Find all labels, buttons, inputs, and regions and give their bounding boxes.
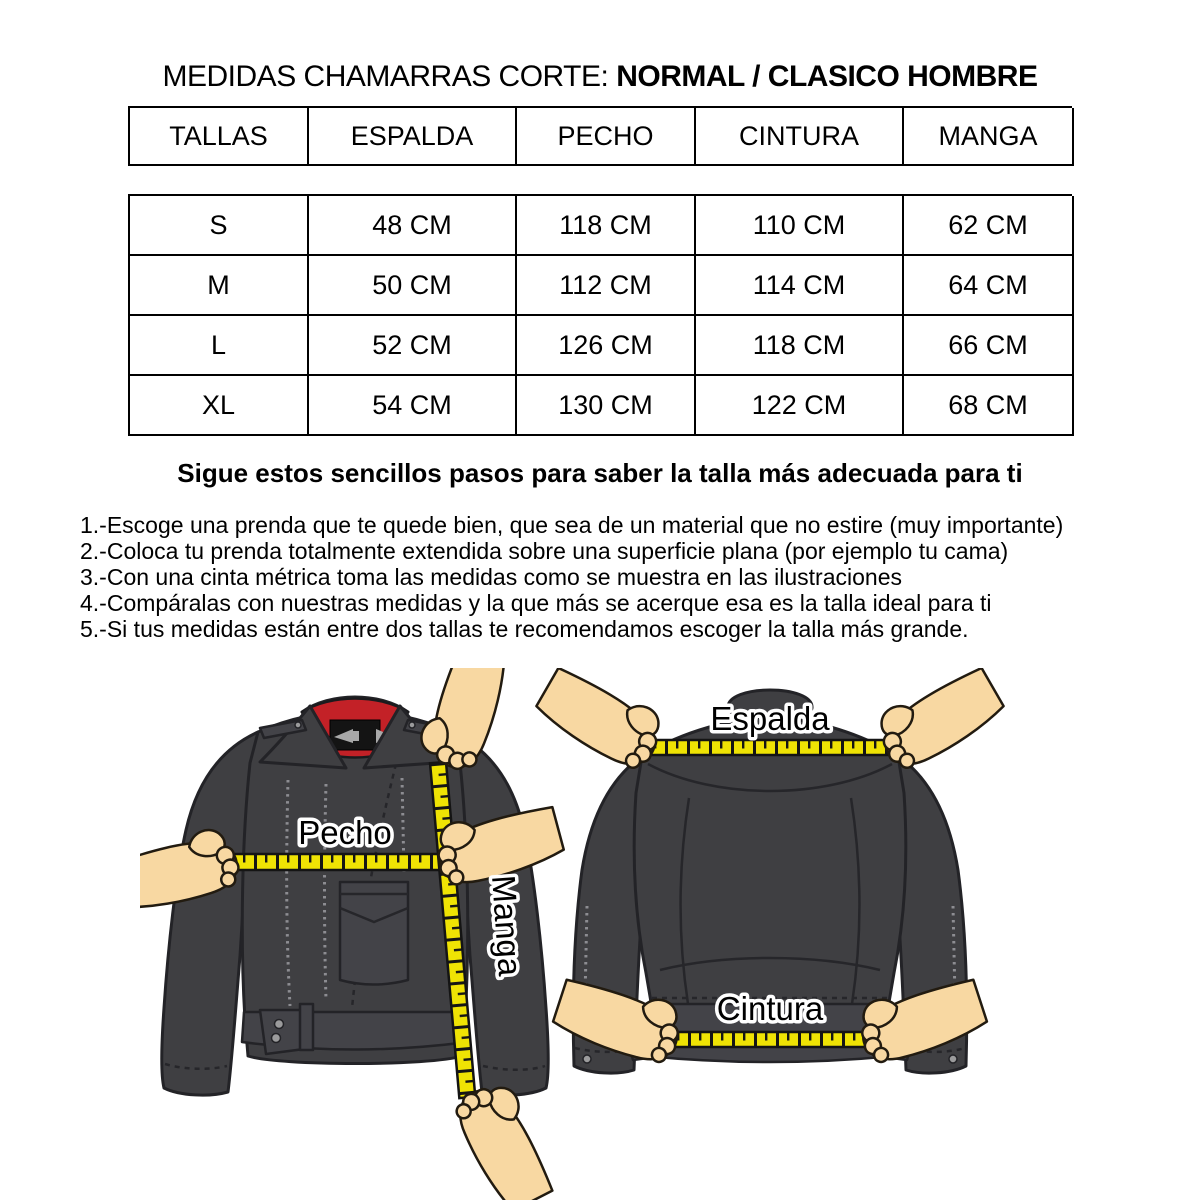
instruction-step: 5.-Si tus medidas están entre dos tallas te recomendamos escoger la talla más grande. [80,616,969,642]
column-header-espalda: ESPALDA [309,108,517,166]
measure-cell: 48 CM [309,196,517,256]
column-header-manga: MANGA [904,108,1074,166]
column-header-tallas: TALLAS [130,108,309,166]
instruction-step: 1.-Escoge una prenda que te quede bien, que sea de un material que no estire (muy importante) [80,512,1064,538]
measure-cell: 122 CM [696,376,904,436]
front-pocket [340,882,408,985]
waist-measuring-tape [666,1032,874,1047]
measure-cell: 68 CM [904,376,1074,436]
espalda-label: Espalda [710,700,830,737]
size-cell: XL [130,376,309,436]
measure-cell: 52 CM [309,316,517,376]
instructions-steps [80,512,1160,642]
size-cell: L [130,316,309,376]
front-belt [242,1004,468,1054]
size-table-header [128,106,1072,166]
size-cell: S [130,196,309,256]
page-title-prefix: MEDIDAS CHAMARRAS CORTE: [162,60,617,94]
measure-cell: 114 CM [696,256,904,316]
page-title [0,60,1200,94]
measure-cell: 112 CM [517,256,696,316]
chest-measuring-tape [232,854,444,870]
measure-cell: 126 CM [517,316,696,376]
measure-cell: 64 CM [904,256,1074,316]
measurement-illustrations [140,668,1020,1200]
measure-cell: 54 CM [309,376,517,436]
manga-label: Manga [485,873,529,978]
cintura-label: Cintura [716,990,824,1027]
back-measuring-tape [643,740,897,755]
measure-cell: 62 CM [904,196,1074,256]
column-header-cintura: CINTURA [696,108,904,166]
column-header-pecho: PECHO [517,108,696,166]
size-table-body [128,194,1072,436]
measure-cell: 130 CM [517,376,696,436]
page-title-emphasis: NORMAL / CLASICO HOMBRE [616,60,1038,94]
measure-cell: 118 CM [517,196,696,256]
back-torso [634,717,906,1008]
instruction-step: 3.-Con una cinta métrica toma las medidas como se muestra en las ilustraciones [80,564,902,590]
instruction-step: 4.-Compáralas con nuestras medidas y la que más se acerque esa es la talla ideal para ti [80,590,992,616]
instruction-step: 2.-Coloca tu prenda totalmente extendida sobre una superficie plana (por ejemplo tu cama) [80,538,1009,564]
size-cell: M [130,256,309,316]
measure-cell: 50 CM [309,256,517,316]
instructions-heading: Sigue estos sencillos pasos para saber la talla más adecuada para ti [177,458,1023,488]
measure-cell: 66 CM [904,316,1074,376]
measure-cell: 118 CM [696,316,904,376]
measure-cell: 110 CM [696,196,904,256]
pecho-label: Pecho [298,814,392,851]
